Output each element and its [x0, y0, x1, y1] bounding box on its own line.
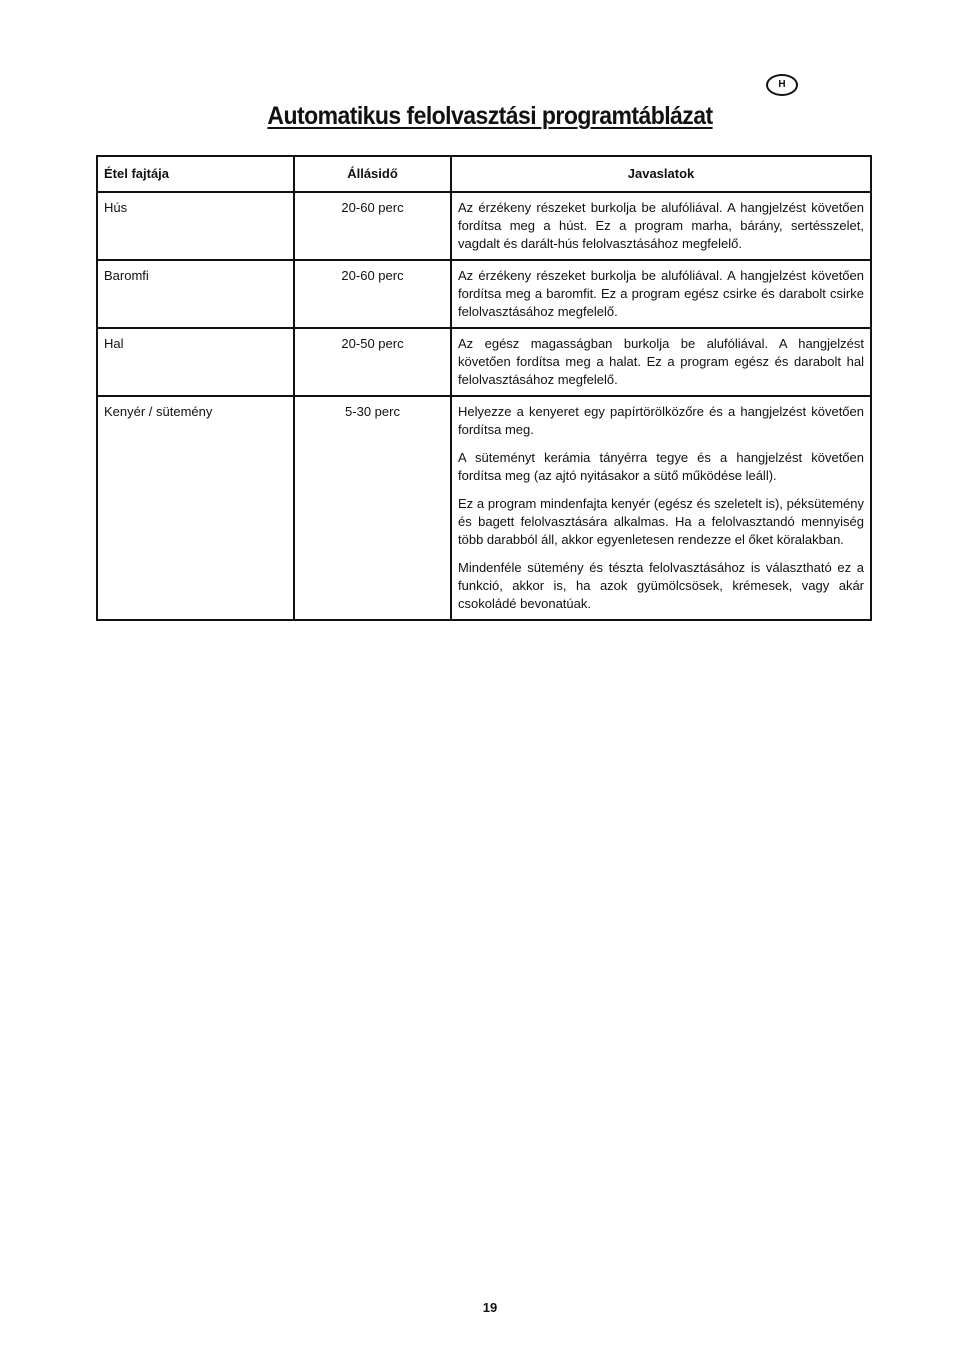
cell-tips [451, 192, 871, 260]
cell-tips [451, 260, 871, 328]
table-row [97, 192, 871, 260]
defrost-program-table [96, 155, 872, 621]
cell-standing-time: 20-50 perc [294, 328, 451, 396]
cell-food: Hal [97, 328, 294, 396]
defrost-program-table-container [96, 155, 870, 621]
table-header-row [97, 156, 871, 192]
cell-food: Hús [97, 192, 294, 260]
page-number: 19 [482, 1300, 498, 1315]
page-title: Automatikus felolvasztási programtáblázat [267, 102, 713, 130]
cell-food: Baromfi [97, 260, 294, 328]
cell-tips [451, 396, 871, 620]
table-row [97, 396, 871, 620]
country-code-badge: H [766, 74, 798, 96]
table-row [97, 260, 871, 328]
tip-paragraph: Az érzékeny részeket burkolja be alufóliával. A hangjelzést követően fordítsa meg a húst. Ez a program marha, bárány, sertésszelet, vagdalt és darált-hús felolvasztásához megfelelő. [458, 200, 864, 251]
tip-paragraph: Helyezze a kenyeret egy papírtörölközőre és a hangjelzést követően fordítsa meg. [458, 404, 864, 437]
tip-paragraph: Az egész magasságban burkolja be alufóliával. A hangjelzést követően fordítsa meg a halat. Ez a program egész és darabolt hal felolvasztásához megfelelő. [458, 336, 864, 387]
column-header-standing-time: Állásidő [294, 156, 451, 192]
table-row [97, 328, 871, 396]
column-header-food: Étel fajtája [97, 156, 294, 192]
cell-standing-time: 20-60 perc [294, 192, 451, 260]
column-header-tips: Javaslatok [451, 156, 871, 192]
cell-standing-time: 20-60 perc [294, 260, 451, 328]
tip-paragraph: Az érzékeny részeket burkolja be alufóliával. A hangjelzést követően fordítsa meg a baromfit. Ez a program egész csirke és darabolt csirke felolvasztásához megfelelő. [458, 268, 864, 319]
cell-tips [451, 328, 871, 396]
tip-paragraph: Mindenféle sütemény és tészta felolvasztásához is választható ez a funkció, akkor is, ha azok gyümölcsösek, krémesek, vagy akár csokoládé bevonatúak. [458, 560, 864, 611]
tip-paragraph: Ez a program mindenfajta kenyér (egész és szeletelt is), péksütemény és bagett felolvasztására alkalmas. Ha a felolvasztandó mennyiség több darabból áll, akkor egyenletesen rendezze el őket köralakban. [458, 496, 864, 547]
cell-standing-time: 5-30 perc [294, 396, 451, 620]
cell-food: Kenyér / sütemény [97, 396, 294, 620]
tip-paragraph: A süteményt kerámia tányérra tegye és a hangjelzést követően fordítsa meg (az ajtó nyitásakor a sütő működése leáll). [458, 450, 864, 483]
